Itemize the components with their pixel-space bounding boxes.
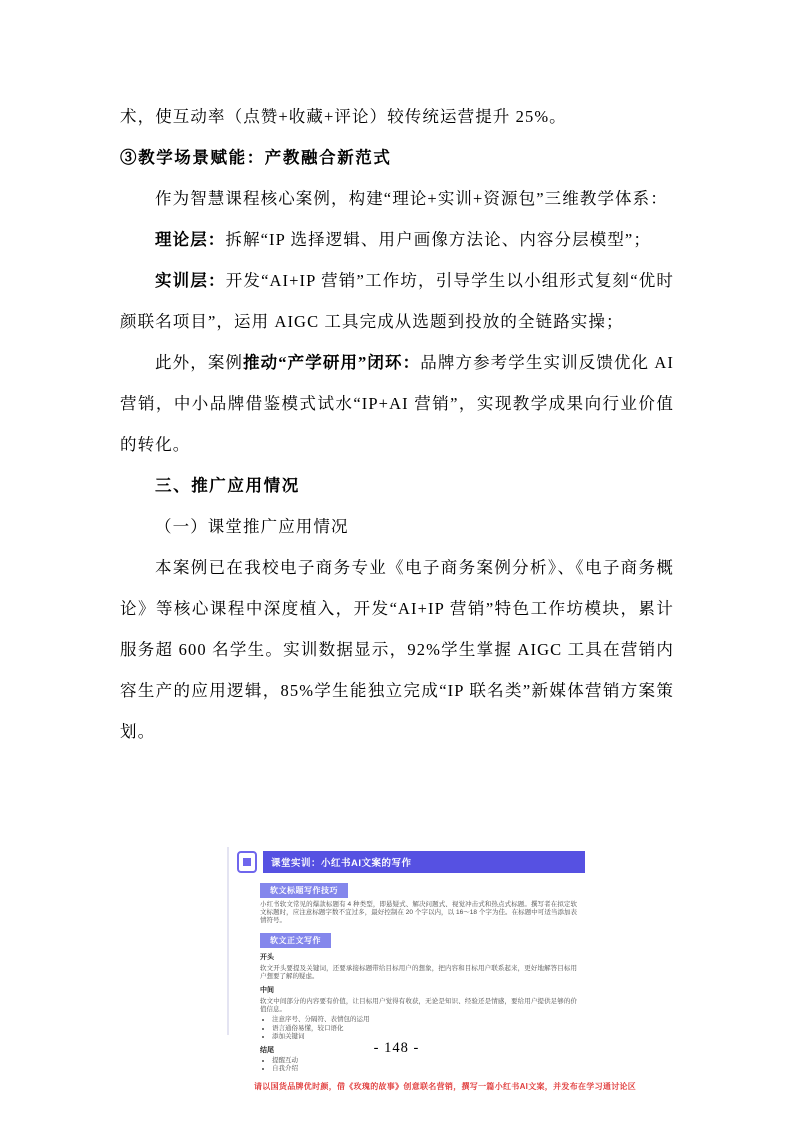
tablet-screen-glyph [243, 858, 251, 866]
paragraph-closed-loop [120, 342, 674, 465]
closed-loop-lead: 此外，案例 [155, 353, 244, 372]
slide-title: 课堂实训：小红书AI文案的写作 [263, 851, 585, 873]
middle-text: 软文中间部分的内容要有价值，让目标用户觉得有收获，无论是知识、经验还是情感，要给用户提供足够的价值信息。 [260, 998, 577, 1013]
document-body [120, 96, 674, 752]
list-item: • 语言通俗易懂，较口语化 [272, 1025, 577, 1033]
theory-layer-label: 理论层： [155, 230, 226, 249]
closed-loop-label: 推动“产学研用”闭环： [243, 353, 421, 372]
list-item: • 自我介绍 [272, 1065, 577, 1073]
badge-title-writing-tips: 软文标题写作技巧 [260, 883, 348, 898]
middle-bullet-list [262, 1016, 577, 1041]
slide-header [229, 847, 587, 873]
paragraph-classroom-detail: 本案例已在我校电子商务专业《电子商务案例分析》、《电子商务概论》等核心课程中深度植入，开发“AI+IP 营销”特色工作坊模块，累计服务超 600 名学生。实训数据显示，92%学生掌握 AIGC 工具在营销内容生产的应用逻辑，85%学生能独立完成“IP 联名类”新媒体营销方案策划。 [120, 558, 674, 741]
page-number: - 148 - [373, 1040, 420, 1056]
paragraph-smart-course: 作为智慧课程核心案例，构建“理论+实训+资源包”三维教学体系： [155, 189, 668, 208]
badge-body-writing: 软文正文写作 [260, 933, 331, 948]
label-middle: 中间 [260, 987, 274, 994]
opening-text: 软文开头要提及关键词，还要承接标题带给目标用户的想象，把内容和目标用户联系起来，更好地解答目标用户想要了解的疑虑。 [260, 965, 577, 980]
subheading-classroom-promotion: （一）课堂推广应用情况 [155, 517, 349, 536]
closed-loop-text: 品牌方参考学生实训反馈优化 AI 营销，中小品牌借鉴模式试水“IP+AI 营销”，实现教学成果向行业价值的转化。 [120, 353, 675, 454]
theory-layer-text: 拆解“IP 选择逻辑、用户画像方法论、内容分层模型”； [225, 230, 651, 249]
title-tips-text: 小红书软文常见的爆款标题有 4 种类型，即悬疑式、解决问题式、视觉冲击式和热点式标题。撰写者在拟定软文标题时，应注意标题字数不宜过多，最好控制在 20 个字以内，以 16～18 个字为佳。在标题中可适当添加表情符号。 [260, 901, 577, 924]
list-item: • 注意序号、分隔符、表情包的运用 [272, 1016, 577, 1024]
list-item: • 添加关键词 [272, 1033, 577, 1041]
label-opening: 开头 [260, 954, 274, 961]
ending-bullet-list [262, 1057, 577, 1073]
tablet-icon [237, 851, 257, 873]
slide-content [229, 873, 637, 1092]
paragraph-training-layer [120, 260, 674, 342]
heading-teaching-scenario: ③教学场景赋能：产教融合新范式 [120, 148, 392, 167]
assignment-text: 请以国货品牌优时颜，借《玫瑰的故事》创意联名营销，撰写一篇小红书AI文案，并发布在学习通讨论区 [254, 1081, 637, 1091]
training-layer-text: 开发“AI+IP 营销”工作坊，引导学生以小组形式复刻“优时颜联名项目”，运用 AIGC 工具完成从选题到投放的全链路实操； [120, 271, 674, 331]
list-item: • 提醒互动 [272, 1057, 577, 1065]
heading-promotion: 三、推广应用情况 [155, 476, 300, 495]
paragraph-theory-layer [120, 219, 674, 260]
label-ending: 结尾 [260, 1046, 274, 1054]
training-layer-label: 实训层： [155, 271, 226, 290]
paragraph-interaction-rate: 术，使互动率（点赞+收藏+评论）较传统运营提升 25%。 [120, 107, 567, 126]
